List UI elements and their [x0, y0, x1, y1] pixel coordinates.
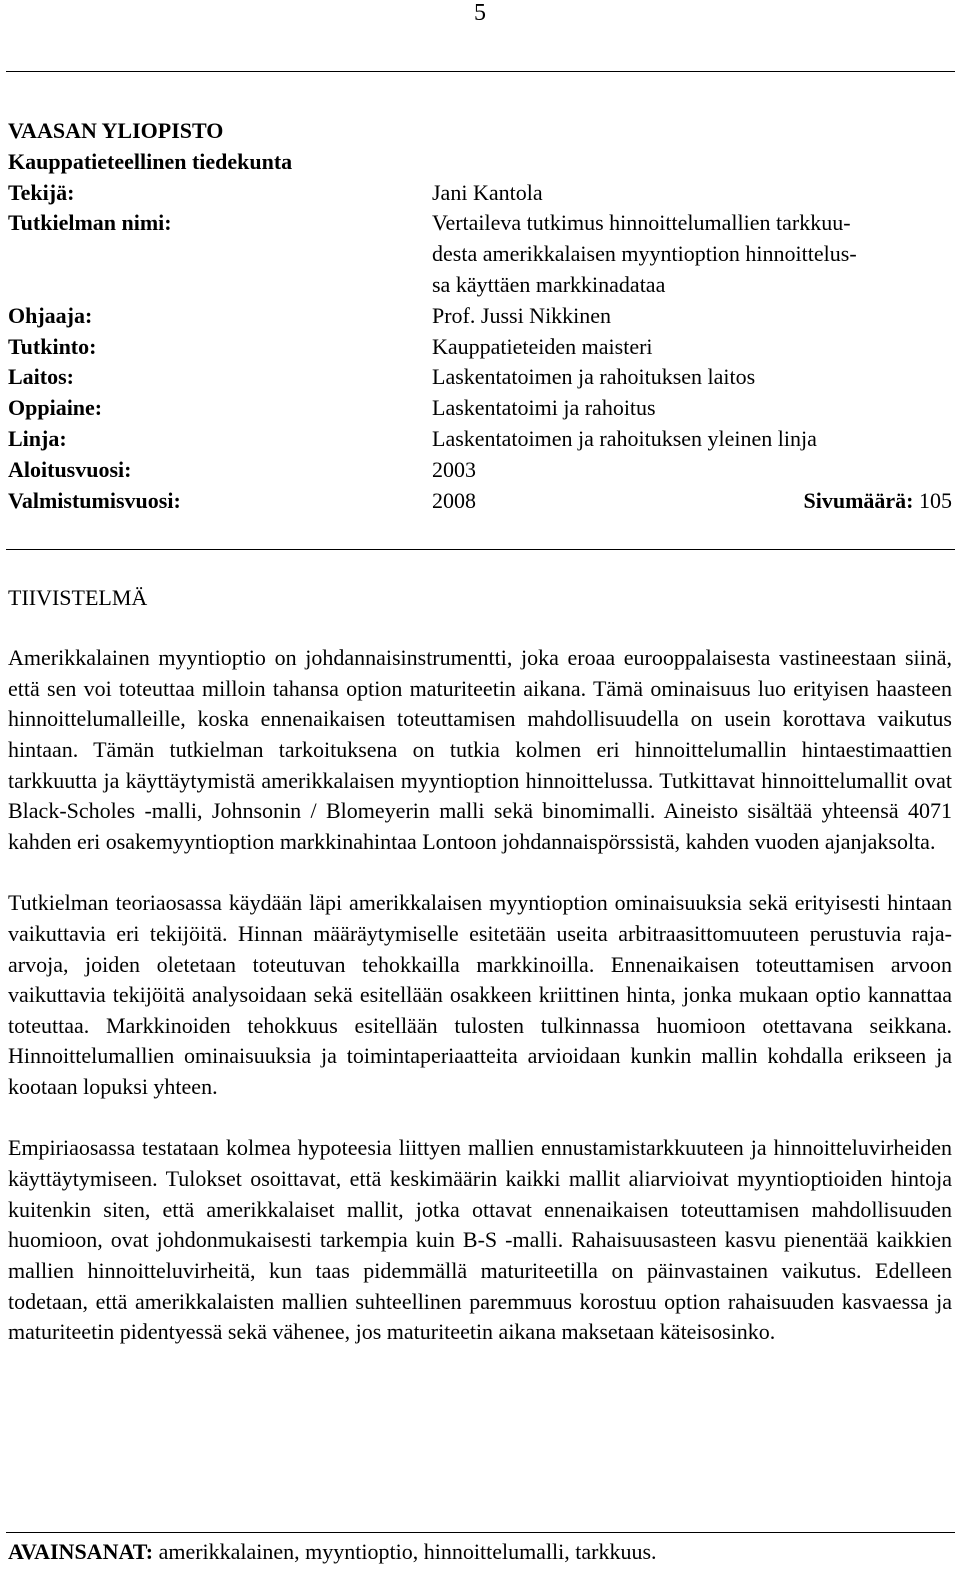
title-value-line3: sa käyttäen markkinadataa	[432, 271, 666, 297]
middle-divider	[6, 549, 955, 550]
title-row	[8, 208, 952, 239]
start-year-row	[8, 455, 952, 486]
major-value: Laskentatoimi ja rahoitus	[432, 395, 656, 421]
department-value: Laskentatoimen ja rahoituksen laitos	[432, 364, 756, 390]
supervisor-row	[8, 301, 952, 332]
author-value: Jani Kantola	[432, 179, 543, 205]
keywords-label: AVAINSANAT:	[8, 1539, 154, 1564]
start-year-label: Aloitusvuosi:	[8, 456, 132, 482]
university-name: VAASAN YLIOPISTO	[8, 118, 224, 143]
abstract-paragraph: Amerikkalainen myyntioptio on johdannaisinstrumentti, joka eroaa eurooppalaisesta vastineestaan siinä, että sen voi toteuttaa milloin tahansa option maturiteetin aikana. Tämä ominaisuus luo erityisen haasteen hinnoittelumalleille, koska ennenaikaisen toteuttamisen mahdollisuudella on usein korottava vaikutus hintaan. Tämän tutkielman tarkoituksena on tutkia kolmen eri hinnoittelumallin hintaestimaattien tarkkuutta ja käyttäytymistä amerikkalaisen myyntioption hinnoittelussa. Tutkittavat hinnoittelumallit ovat Black-Scholes -malli, Johnsonin / Blomeyerin malli sekä binomimalli. Aineisto sisältää yhteensä 4071 kahden eri osakemyyntioption markkinahintaa Lontoon johdannaispörssistä, kahden vuoden ajanjaksolta.	[8, 645, 952, 854]
title-row-cont	[8, 239, 952, 270]
abstract-body	[8, 643, 952, 1379]
page-count	[804, 486, 953, 517]
author-row	[8, 178, 952, 209]
line-row	[8, 424, 952, 455]
abstract-paragraph: Tutkielman teoriaosassa käydään läpi amerikkalaisen myyntioption ominaisuuksia sekä erityisesti hintaan vaikuttavia eri tekijöitä. Hinnan määräytymiselle esitetään useita arbitraasittomuuteen perustuvia raja-arvoja, joiden oletetaan toteutuvan tehokkailla markkinoilla. Ennenaikaisen toteuttamisen arvoon vaikuttavia tekijöitä analysoidaan sekä esitellään osakkeen kriittinen hinta, jonka mukaan optio kannattaa toteuttaa. Markkinoiden tehokkuus esitellään tulosten tulkinnassa huomioon otettavana seikkana. Hinnoittelumallien ominaisuuksia ja toimintaperiaatteita arvioidaan kunkin mallin kohdalla erikseen ja kootaan lopuksi yhteen.	[8, 890, 952, 1100]
thesis-info-block	[8, 116, 952, 516]
line-label: Linja:	[8, 425, 67, 451]
supervisor-label: Ohjaaja:	[8, 302, 93, 328]
start-year-value: 2003	[432, 456, 476, 482]
line-value: Laskentatoimen ja rahoituksen yleinen linja	[432, 425, 817, 451]
title-value-line1: Vertaileva tutkimus hinnoittelumallien tarkkuu-	[432, 210, 851, 236]
supervisor-value: Prof. Jussi Nikkinen	[432, 302, 612, 328]
author-label: Tekijä:	[8, 179, 75, 205]
abstract-paragraph: Empiriaosassa testataan kolmea hypoteesia liittyen mallien ennustamistarkkuuteen ja hinnoitteluvirheiden käyttäytymiseen. Tulokset osoittavat, että keskimäärin kaikki mallit aliarvioivat myyntioptioiden hintoja kuitenkin siten, että amerikkalaiset mallit, jotka ottavat ennenaikaisen toteuttamisen mahdollisuuden huomioon, ovat johdonmukaisesti tarkempia kuin B-S -malli. Rahaisuusasteen kasvu pienentää kaikkien mallien hinnoitteluvirheitä, kun taas pidemmällä maturiteetilla on päinvastainen vaikutus. Edelleen todetaan, että amerikkalaisten mallien suhteellinen paremmuus korostuu option rahaisuuden kasvaessa ja maturiteetin pidentyessä sekä vähenee, jos maturiteetin aikana maksetaan käteisosinko.	[8, 1135, 952, 1345]
bottom-divider	[6, 1532, 955, 1533]
major-row	[8, 393, 952, 424]
faculty-name: Kauppatieteellinen tiedekunta	[8, 148, 293, 174]
page-count-value: 105	[919, 487, 952, 513]
degree-row	[8, 332, 952, 363]
top-divider	[6, 71, 955, 72]
department-label: Laitos:	[8, 364, 74, 390]
title-label: Tutkielman nimi:	[8, 210, 172, 236]
page-number: 5	[474, 0, 486, 26]
page-count-label: Sivumäärä:	[803, 487, 914, 513]
graduation-year-value: 2008	[432, 487, 476, 513]
department-row	[8, 362, 952, 393]
degree-label: Tutkinto:	[8, 333, 97, 359]
title-row-cont	[8, 270, 952, 301]
title-value-line2: desta amerikkalaisen myyntioption hinnoittelus-	[432, 241, 857, 267]
graduation-year-row	[8, 486, 952, 517]
abstract-heading: TIIVISTELMÄ	[8, 585, 148, 610]
major-label: Oppiaine:	[8, 395, 103, 421]
keywords-value: amerikkalainen, myyntioptio, hinnoittelumalli, tarkkuus.	[158, 1539, 657, 1564]
degree-value: Kauppatieteiden maisteri	[432, 333, 653, 359]
keywords-line	[8, 1536, 952, 1568]
graduation-year-label: Valmistumisvuosi:	[8, 487, 181, 513]
